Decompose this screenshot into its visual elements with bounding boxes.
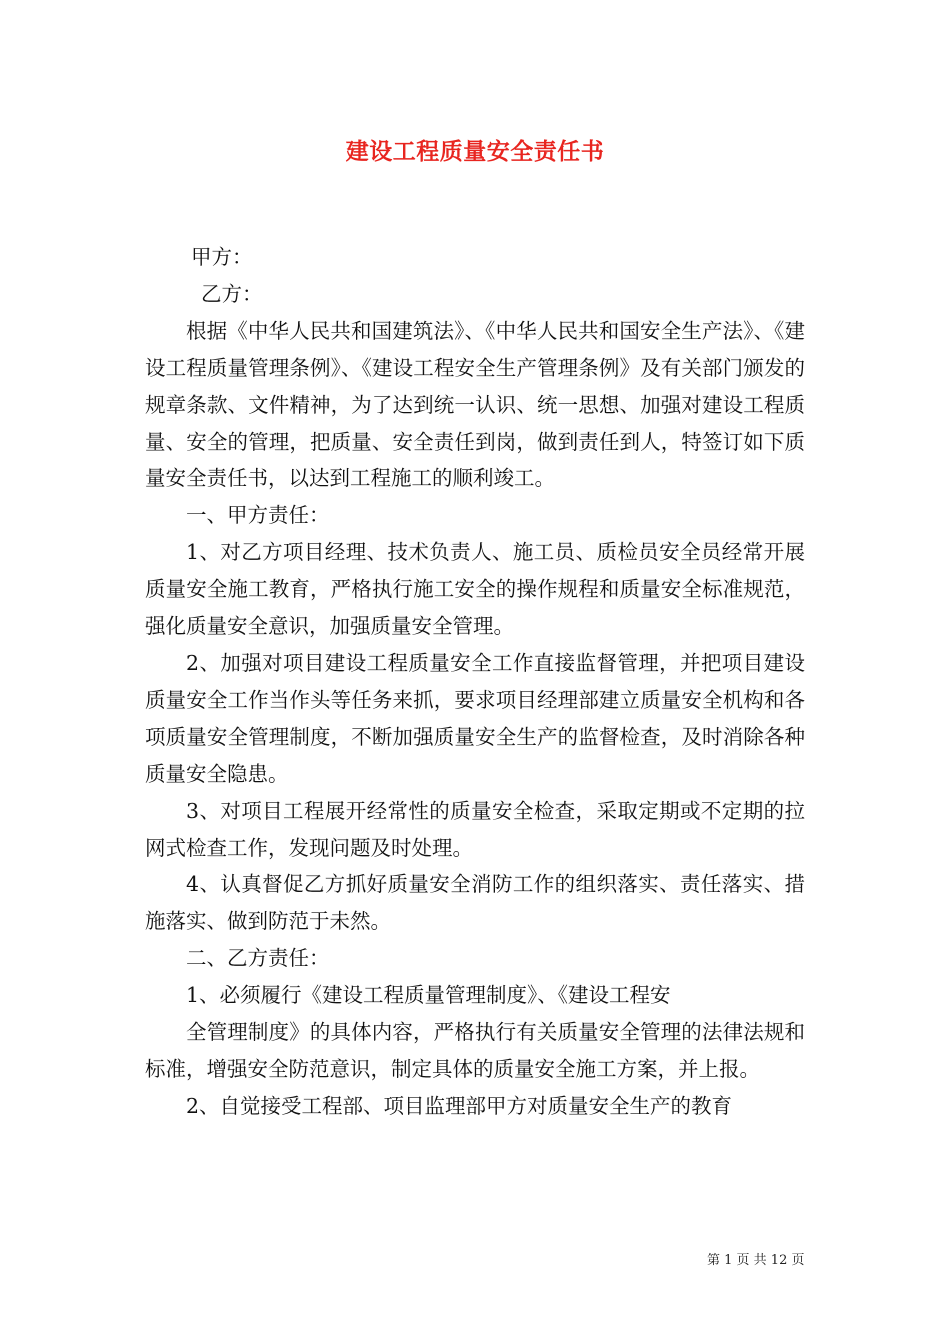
section-1-heading: 一、甲方责任： xyxy=(186,503,330,528)
document-body xyxy=(145,239,805,1125)
section-2-item-2: 2、自觉接受工程部、项目监理部甲方对质量安全生产的教育 xyxy=(186,1093,733,1118)
section-1-item: 3、对项目工程展开经常性的质量安全检查，采取定期或不定期的拉网式检查工作，发现问题及时处理。 xyxy=(145,798,805,860)
document-title: 建设工程质量安全责任书 xyxy=(345,138,605,165)
section-1-item: 4、认真督促乙方抓好质量安全消防工作的组织落实、责任落实、措施落实、做到防范于未然。 xyxy=(145,872,805,934)
intro-paragraph: 根据《中华人民共和国建筑法》、《中华人民共和国安全生产法》、《建设工程质量管理条例》、《建设工程安全生产管理条例》及有关部门颁发的规章条款、文件精神，为了达到统一认识、统一思想、加强对建设工程质量、安全的管理，把质量、安全责任到岗，做到责任到人，特签订如下质量安全责任书，以达到工程施工的顺利竣工。 xyxy=(145,318,805,491)
party-b-line: 乙方： xyxy=(201,281,263,306)
section-2-item-1-first-line: 1、必须履行《建设工程质量管理制度》、《建设工程安 xyxy=(186,983,671,1008)
section-2-heading: 二、乙方责任： xyxy=(186,946,330,971)
party-a-line: 甲方： xyxy=(191,245,253,269)
section-2-item-1-continuation: 全管理制度》的具体内容，严格执行有关质量安全管理的法律法规和标准，增强安全防范意识，制定具体的质量安全施工方案，并上报。 xyxy=(145,1020,805,1081)
page-indicator: 第 1 页 共 12 页 xyxy=(707,1253,805,1268)
section-1-item: 1、对乙方项目经理、技术负责人、施工员、质检员安全员经常开展质量安全施工教育，严格执行施工安全的操作规程和质量安全标准规范，强化质量安全意识，加强质量安全管理。 xyxy=(145,540,805,639)
section-1-item: 2、加强对项目建设工程质量安全工作直接监督管理，并把项目建设质量安全工作当作头等任务来抓，要求项目经理部建立质量安全机构和各项质量安全管理制度，不断加强质量安全生产的监督检查，及时消除各种质量安全隐患。 xyxy=(145,650,805,786)
